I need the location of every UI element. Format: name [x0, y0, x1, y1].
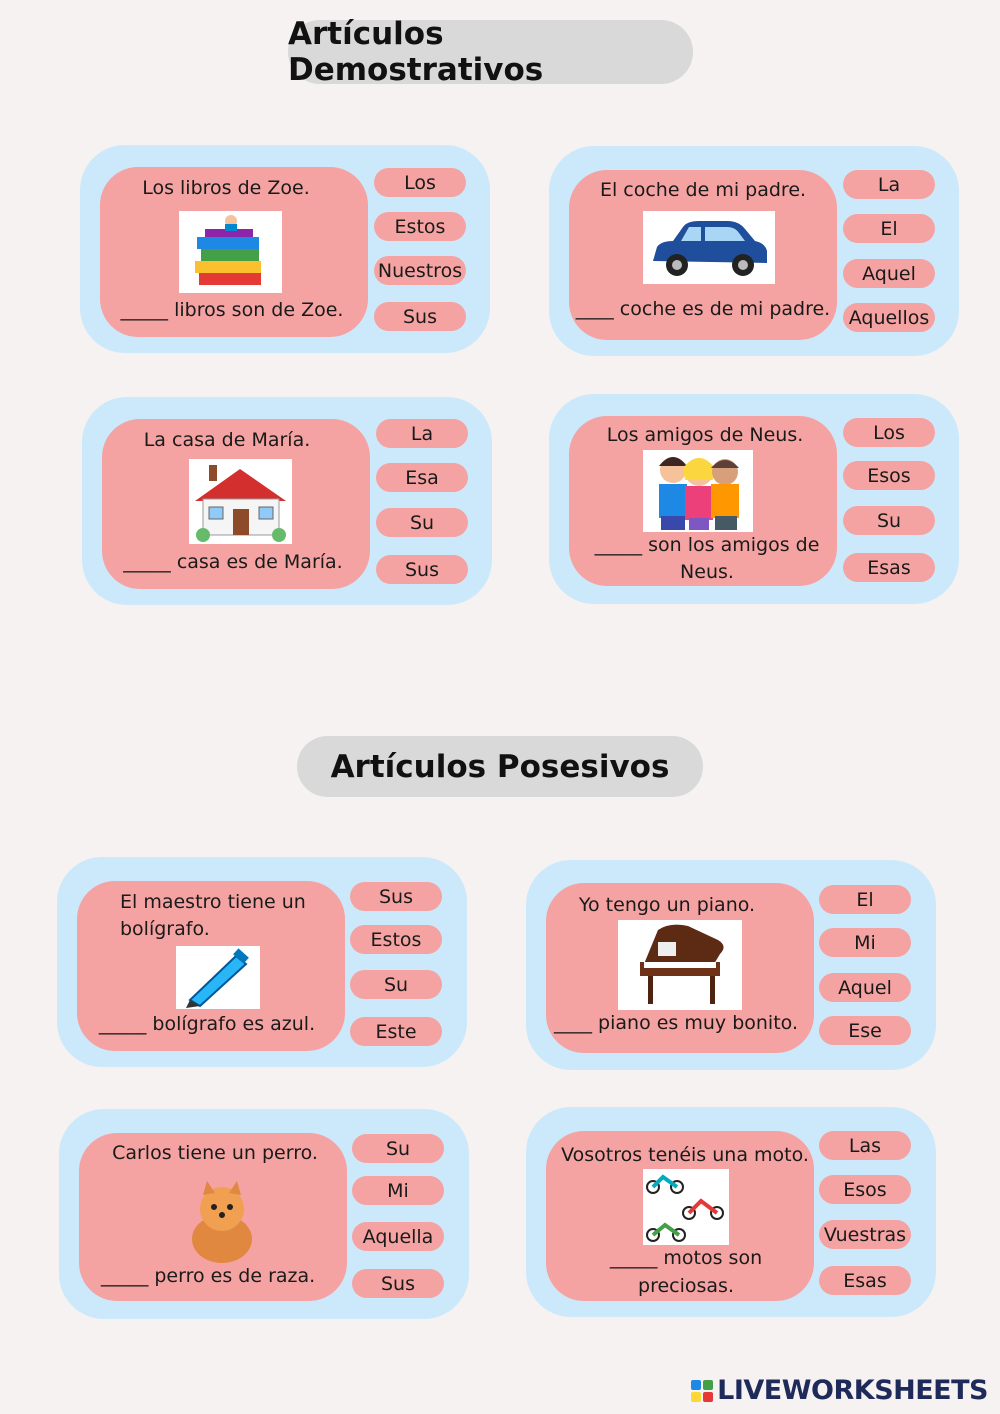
- answer-line: _____ bolígrafo es azul.: [98, 1013, 316, 1035]
- option-button[interactable]: Aquella: [352, 1222, 444, 1251]
- prompt-text: Yo tengo un piano.: [578, 894, 756, 916]
- house-icon: [189, 459, 292, 544]
- answer-line: _____ son los amigos de: [594, 534, 820, 556]
- option-button[interactable]: Su: [376, 508, 468, 537]
- option-button[interactable]: El: [843, 214, 935, 243]
- option-button[interactable]: Los: [843, 418, 935, 447]
- exercise-card-4: [549, 394, 959, 604]
- exercise-card-7: [59, 1109, 469, 1319]
- option-button[interactable]: Estos: [374, 212, 466, 241]
- option-button[interactable]: La: [843, 170, 935, 199]
- option-button[interactable]: Esas: [819, 1266, 911, 1295]
- option-button[interactable]: Esas: [843, 553, 935, 582]
- option-button[interactable]: Sus: [374, 302, 466, 331]
- prompt-text: Carlos tiene un perro.: [112, 1142, 318, 1164]
- option-button[interactable]: Este: [350, 1017, 442, 1046]
- option-button[interactable]: Mi: [352, 1176, 444, 1205]
- option-button[interactable]: Vuestras: [819, 1220, 911, 1249]
- answer-line: _____ libros son de Zoe.: [120, 299, 344, 321]
- option-button[interactable]: Las: [819, 1131, 911, 1160]
- answer-line: _____ casa es de María.: [123, 551, 343, 573]
- dog-icon: [181, 1177, 263, 1265]
- logo-icon: [691, 1380, 713, 1402]
- prompt-text: Los amigos de Neus.: [606, 424, 804, 446]
- option-button[interactable]: Estos: [350, 925, 442, 954]
- option-button[interactable]: El: [819, 885, 911, 914]
- pen-icon: [176, 946, 260, 1009]
- liveworksheets-logo: [691, 1375, 988, 1406]
- option-button[interactable]: Sus: [352, 1269, 444, 1298]
- prompt-text: El coche de mi padre.: [599, 179, 807, 201]
- motorbikes-icon: [643, 1169, 729, 1245]
- prompt-text: bolígrafo.: [120, 918, 210, 940]
- exercise-card-1: [80, 145, 490, 353]
- answer-line: ____ coche es de mi padre.: [575, 298, 831, 320]
- piano-icon: [618, 920, 742, 1010]
- option-button[interactable]: La: [376, 419, 468, 448]
- friends-icon: [643, 450, 753, 532]
- section-title-demostrativos: Artículos Demostrativos: [288, 20, 693, 84]
- answer-line: _____ motos son: [609, 1247, 763, 1269]
- option-button[interactable]: Sus: [376, 555, 468, 584]
- option-button[interactable]: Sus: [350, 882, 442, 911]
- answer-line: preciosas.: [638, 1275, 734, 1297]
- option-button[interactable]: Ese: [819, 1016, 911, 1045]
- car-icon: [643, 211, 775, 284]
- exercise-card-5: [57, 857, 467, 1067]
- books-icon: [179, 211, 282, 293]
- prompt-text: La casa de María.: [143, 429, 311, 451]
- prompt-text: El maestro tiene un: [120, 891, 306, 913]
- exercise-card-3: [82, 397, 492, 605]
- option-button[interactable]: Esos: [819, 1175, 911, 1204]
- option-button[interactable]: Los: [374, 168, 466, 197]
- answer-line: Neus.: [680, 561, 734, 583]
- exercise-card-6: [526, 860, 936, 1070]
- option-button[interactable]: Su: [843, 506, 935, 535]
- exercise-card-2: [549, 146, 959, 356]
- option-button[interactable]: Esa: [376, 463, 468, 492]
- answer-line: ____ piano es muy bonito.: [554, 1012, 798, 1034]
- option-button[interactable]: Aquellos: [843, 303, 935, 332]
- option-button[interactable]: Mi: [819, 928, 911, 957]
- answer-line: _____ perro es de raza.: [100, 1265, 316, 1287]
- prompt-text: Vosotros tenéis una moto.: [561, 1144, 809, 1166]
- prompt-text: Los libros de Zoe.: [142, 177, 310, 199]
- option-button[interactable]: Su: [350, 970, 442, 999]
- option-button[interactable]: Nuestros: [374, 256, 466, 285]
- section-title-posesivos: Artículos Posesivos: [297, 736, 703, 797]
- exercise-card-8: [526, 1107, 936, 1317]
- option-button[interactable]: Su: [352, 1134, 444, 1163]
- option-button[interactable]: Aquel: [843, 259, 935, 288]
- option-button[interactable]: Esos: [843, 461, 935, 490]
- option-button[interactable]: Aquel: [819, 973, 911, 1002]
- brand-text: LIVEWORKSHEETS: [717, 1375, 988, 1406]
